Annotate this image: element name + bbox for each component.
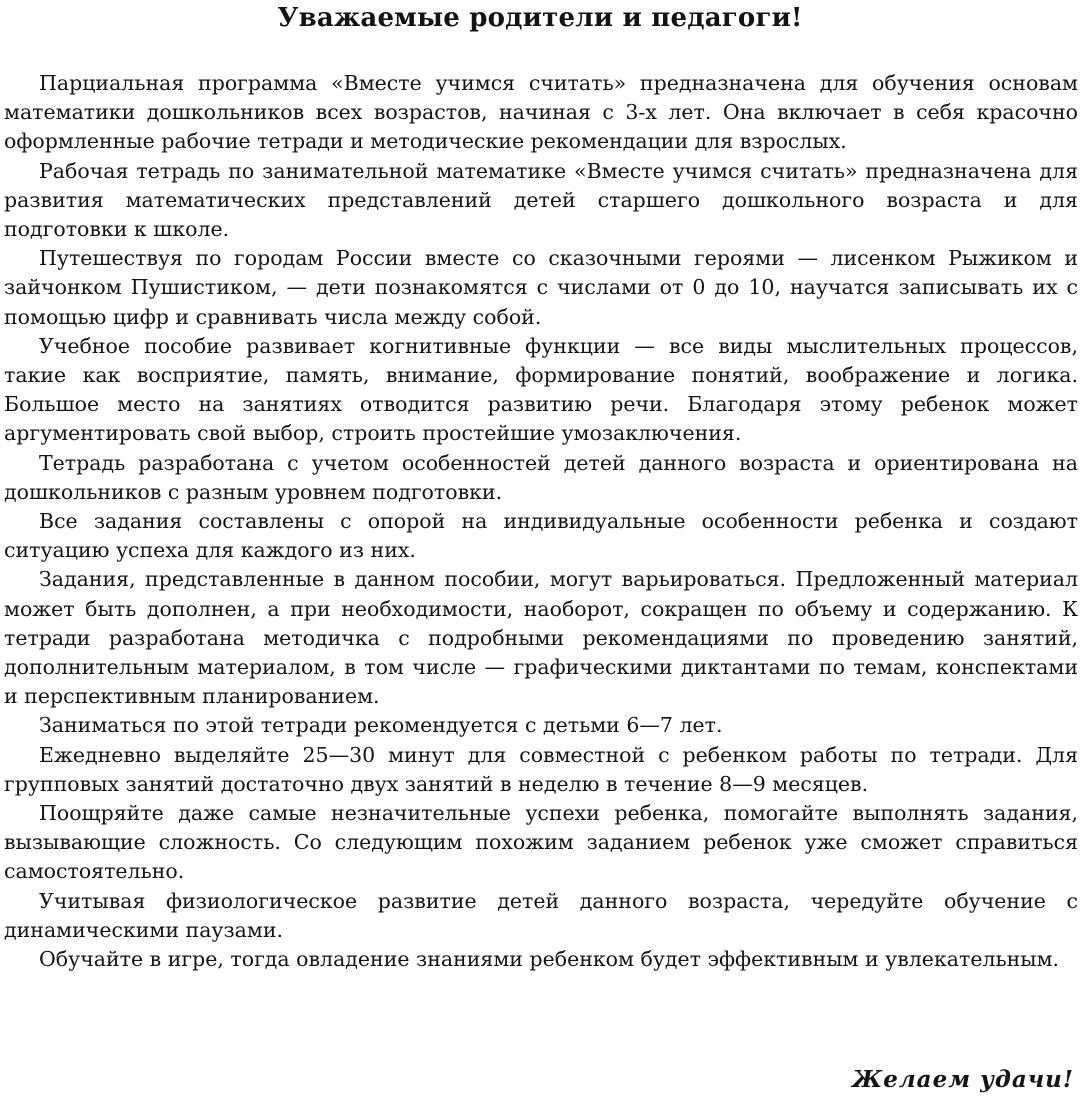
paragraph-age-features: Тетрадь разработана с учетом особенностей детей данного возраста и ориентирована на дошкольников с разным уровнем подготовки. — [4, 450, 1078, 504]
paragraph-daily-time: Ежедневно выделяйте 25—30 минут для совместной с ребенком работы по тетради. Для групповых занятий достаточно двух занятий в неделю в течение 8—9 месяцев. — [4, 742, 1078, 796]
paragraph-workbook-purpose: Рабочая тетрадь по занимательной математике «Вместе учимся считать» предназначена для развития математических представлений детей старшего дошкольного возраста и для подготовки к школе. — [4, 158, 1078, 242]
paragraph-learning-through-play: Обучайте в игре, тогда овладение знаниями ребенком будет эффективным и увлекательным. — [39, 947, 1060, 972]
paragraph-individual-tasks: Все задания составлены с опорой на индивидуальные особенности ребенка и создают ситуацию успеха для каждого из них. — [4, 509, 1078, 563]
paragraph-journey: Путешествуя по городам России вместе со сказочными героями — лисенком Рыжиком и зайчонком Пушистиком, — дети познакомятся с числами от 0 до 10, научатся записывать их с помощью цифр и сравнивать числа между собой. — [4, 246, 1078, 329]
paragraph-dynamic-pauses: Учитывая физиологическое развитие детей данного возраста, чередуйте обучение с динамическими паузами. — [4, 888, 1078, 942]
paragraph-encouragement: Поощряйте даже самые незначительные успехи ребенка, помогайте выполнять задания, вызывающие сложность. Со следующим похожим заданием ребенок уже сможет справиться самостоятельно. — [4, 801, 1078, 884]
paragraph-program-intro: Парциальная программа «Вместе учимся считать» предназначена для обучения основам математики дошкольников всех возрастов, начиная с 3-х лет. Она включает в себя красочно оформленные рабочие тетради и методические рекомендации для взрослых. — [4, 71, 1078, 154]
document-body — [4, 69, 1078, 974]
paragraph-cognitive-functions: Учебное пособие развивает когнитивные функции — все виды мыслительных процессов, такие как восприятие, память, внимание, формирование понятий, воображение и логика. Большое место на занятиях отводится развитию речи. Благодаря этому ребенок может аргументировать свой выбор, строить простейшие умозаключения. — [4, 333, 1078, 446]
paragraph-recommended-age: Заниматься по этой тетради рекомендуется с детьми 6—7 лет. — [39, 713, 723, 738]
page-title: Уважаемые родители и педагоги! — [277, 3, 803, 33]
closing-wish: Желаем удачи! — [852, 1066, 1074, 1093]
paragraph-task-variation: Задания, представленные в данном пособии, могут варьироваться. Предложенный материал может быть дополнен, а при необходимости, наоборот, сокращен по объему и содержанию. К тетради разработана методичка с подробными рекомендациями по проведению занятий, дополнительным материалом, в том числе — графическими диктантами по темам, конспектами и перспективным планированием. — [4, 567, 1078, 709]
